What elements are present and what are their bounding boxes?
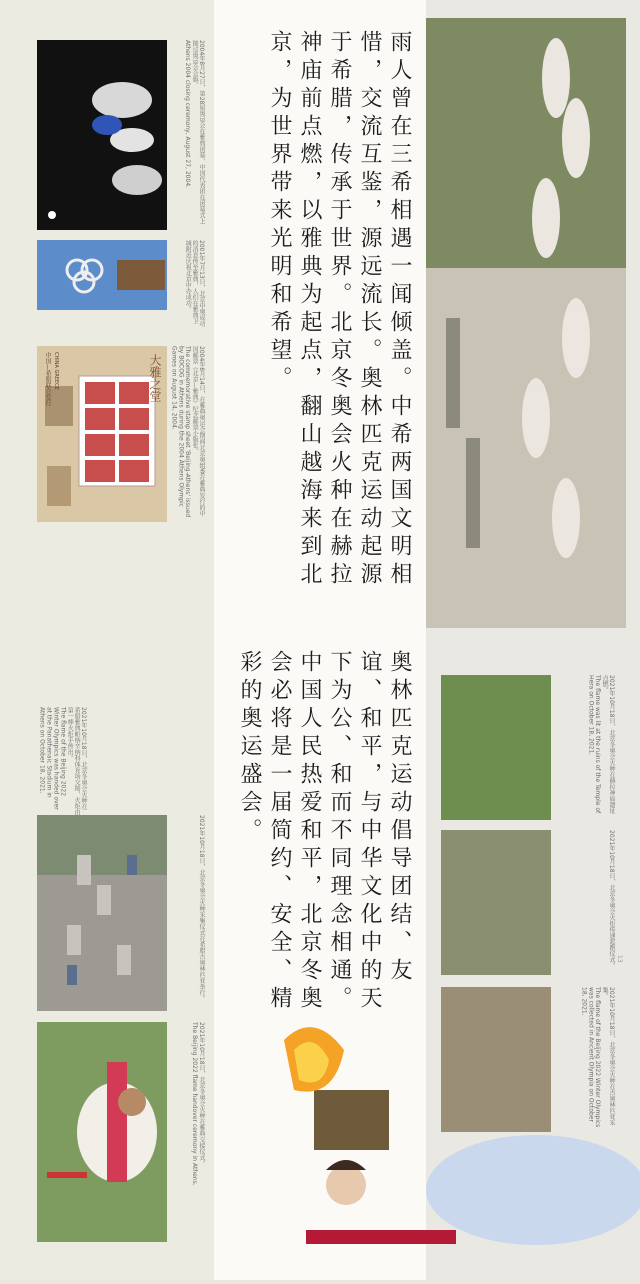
calligraphy-bottom: 奥林匹克运动倡导团结、友谊、和平，与中华文化中的天下为公、和而不同理念相通。中国人民热爱和平，北京冬奥会必将是一届简约、安全、精彩的奥运盛会。 — [237, 650, 412, 1014]
right-panel — [426, 0, 640, 1280]
photo-torchbearer — [37, 1022, 167, 1242]
torchbearer-figure — [37, 1022, 167, 1242]
caption-flame-lighting: 2021年10月18日，北京冬奥会火种在赫拉神庙遗址点燃。 The flame was lit at the ruins of the Temple of Hera on October 18, 2021. — [587, 675, 615, 814]
calligraphy-panel — [214, 0, 426, 1280]
photo-flame-lighting — [441, 675, 551, 820]
caption-torchbearer: 2021年10月18日，北京冬奥会火种在雅典交接仪式。 The Beijing 2022 flame handover ceremony in Athens. — [191, 1022, 205, 1186]
caption-stamp: 2004年8月14日，在雅典奥运会期间北京奥组委在雅典发行的中国邮票《北京—雅典》纪念邮票小版张。 The commemorative stamp sheet 'Beijing-Athens' issued by BOCOG in Athens during the 2004 Athens Olympic Games on August 14, 2004. — [170, 346, 205, 518]
photo-olympic-rings — [37, 240, 167, 310]
photo-flame-ceremony — [426, 18, 626, 628]
photo-flame-collection — [441, 987, 551, 1132]
olympic-rings-icon — [37, 240, 167, 310]
caption-closing-ceremony: 2004年8月27日，第28届奥运会在雅典闭幕，中国代表团在闭幕式上接过奥运会会旗。 Athens 2004 closing ceremony, August 27, 2004. — [184, 40, 205, 225]
page-number: 13 — [616, 955, 623, 963]
ceremony-figures — [426, 18, 626, 628]
left-panel — [0, 0, 214, 1280]
stamp-seal: 大雅之堂 — [148, 354, 162, 402]
stamp-subtitle: CHINA GREECE — [53, 352, 59, 390]
caption-flame-collection: 2021年10月18日，北京冬奥会火种在古奥林匹亚采集。 The flame of the Beijing 2022 Winter Olympics was collected in Ancient Olympia on October 18, 2021. — [580, 987, 615, 1128]
caption-relay-launch: 2021年10月18日，北京冬奥会火炬传递起跑仪式。 — [608, 830, 615, 969]
stamp-title: 中国—希腊联合发行 — [44, 352, 51, 406]
priestess-illustration — [306, 1130, 640, 1284]
photo-closing-ceremony — [37, 40, 167, 230]
caption-runners: 2021年10月18日，北京冬奥会火种采集仪式在希腊古奥林匹亚举行。 — [198, 815, 205, 1002]
caption-handover: 2021年10月18日，北京冬奥会火种在希腊雅典帕纳辛纳科体育场交接，火炬由第一棒火炬手传出。 The flame of the Beijing 2022 Winter Olympics was handed over at the Panathenaic Stadium in Athens on October 18, 2021. — [38, 707, 87, 815]
stamp-sheet — [37, 346, 167, 522]
photo-relay-launch — [441, 830, 551, 975]
caption-olympic-rings: 2001年7月13日，北京申奥成功的消息传至雅典，人们在雅典卫城附近庆祝北京申办成功。 — [184, 240, 205, 327]
calligraphy-top: 雨人曾在三希相遇一闻倾盖。中希两国文明相惜，交流互鉴，源远流长。奥林匹克运动起源于希腊，传承于世界。北京冬奥会火种在赫拉神庙前点燃，以雅典为起点，翻山越海来到北京，为世界带来光明和希望。 — [267, 30, 412, 590]
closing-ceremony-figures — [37, 40, 167, 230]
runners-figures — [37, 815, 167, 1011]
photo-runners — [37, 815, 167, 1011]
